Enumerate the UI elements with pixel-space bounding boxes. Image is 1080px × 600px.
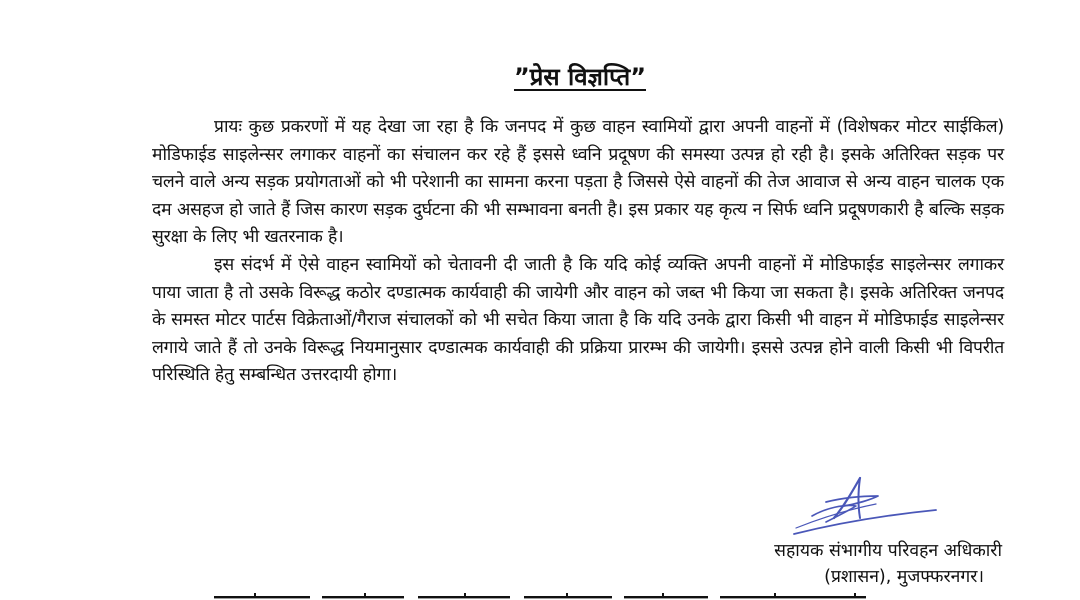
signatory-designation: सहायक संभागीय परिवहन अधिकारी xyxy=(774,541,1002,561)
cropped-text-line xyxy=(214,593,872,600)
signatory-office: (प्रशासन), मुजफ्फरनगर। xyxy=(824,567,984,587)
document-title: ”प्रेस विज्ञप्ति” xyxy=(513,63,646,91)
handwritten-signature xyxy=(786,470,946,542)
paragraph-warning-context: प्रायः कुछ प्रकरणों में यह देखा जा रहा है कि जनपद में कुछ वाहन स्वामियों द्वारा अपनी वाहनों में (विशेषकर मोटर साईकिल) मोडिफाईड साइलेन्सर लगाकर वाहनों का संचालन कर रहे हैं इससे ध्वनि प्रदूषण की समस्या उत्पन्न हो रही है। इसके अतिरिक्त सड़क पर चलने वाले अन्य सड़क प्रयोगताओं को भी परेशानी का सामना करना पड़ता है जिससे ऐसे वाहनों की तेज आवाज से अन्य वाहन चालक एक दम असहज हो जाते हैं जिस कारण सड़क दुर्घटना की भी सम्भावना बनती है। इस प्रकार यह कृत्य न सिर्फ ध्वनि प्रदूषणकारी है बल्कि सड़क सुरक्षा के लिए भी खतरनाक है। xyxy=(152,117,1004,248)
signatory-block xyxy=(774,538,1002,590)
document-body xyxy=(152,114,1004,390)
paragraph-warning-action: इस संदर्भ में ऐसे वाहन स्वामियों को चेतावनी दी जाती है कि यदि कोई व्यक्ति अपनी वाहनों में मोडिफाईड साइलेन्सर लगाकर पाया जाता है तो उसके विरूद्ध कठोर दण्डात्मक कार्यवाही की जायेगी और वाहन को जब्त भी किया जा सकता है। इसके अतिरिक्त जनपद के समस्त मोटर पार्टस विक्रेताओं/गैराज संचालकों को भी सचेत किया जाता है कि यदि उनके द्वारा किसी भी वाहन में मोडिफाईड साइलेन्सर लगाये जाते हैं तो उनके विरूद्ध नियमानुसार दण्डात्मक कार्यवाही की प्रक्रिया प्रारम्भ की जायेगी। इससे उत्पन्न होने वाली किसी भी विपरीत परिस्थिति हेतु सम्बन्धित उत्तरदायी होगा। xyxy=(152,254,1004,386)
